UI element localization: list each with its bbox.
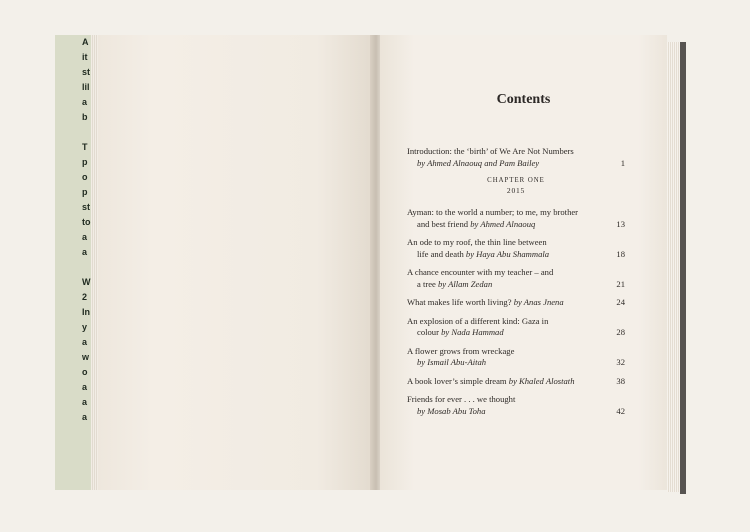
toc-entry-subline [407, 279, 613, 291]
toc-entry-page: 21 [616, 278, 625, 289]
toc-entry [407, 237, 625, 260]
chapter-label: CHAPTER ONE [487, 177, 545, 184]
toc-entry-title: Introduction: the ‘birth’ of We Are Not Numbers [407, 146, 574, 156]
toc-entry-page: 1 [620, 157, 625, 168]
toc-entry-title: What makes life worth living? by Anas Jnena [407, 297, 564, 307]
toc-entry-page: 38 [616, 375, 625, 386]
toc-entry-author: by Haya Abu Shammala [465, 248, 550, 259]
toc-entry-title: A flower grows from wreckage [407, 345, 515, 356]
right-page-edge [667, 42, 681, 492]
toc-entry-subline [407, 249, 613, 261]
toc-entry-introduction [407, 146, 625, 169]
toc-entry-title: An ode to my roof, the thin line between [407, 237, 547, 247]
toc-entry-subline [407, 357, 613, 369]
toc-entry-page: 32 [616, 357, 625, 367]
toc-entry-author: by Nada Hammad [441, 327, 504, 337]
toc-entry-list [407, 207, 625, 417]
toc-entry-page: 13 [616, 218, 625, 229]
toc-entry-page: 28 [616, 327, 625, 337]
toc-entry [407, 207, 625, 230]
toc-entry-subline [407, 406, 613, 418]
toc-entry-title: An explosion of a different kind: Gaza in [407, 315, 549, 326]
contents-title: Contents [496, 92, 551, 107]
front-cover-edge [680, 42, 686, 494]
toc-entry [407, 394, 625, 417]
toc-entry-subline [407, 327, 613, 339]
toc-entry-title-continued: a tree [417, 278, 438, 289]
toc-entry [407, 297, 625, 309]
toc-entry-page: 18 [616, 248, 625, 259]
toc-entry-title: Friends for ever . . . we thought [407, 394, 516, 404]
toc-entry-author: by Allam Zedan [438, 278, 493, 289]
toc-entry-title: Ayman: to the world a number; to me, my brother [407, 207, 579, 217]
toc-entry-author: by Ahmed Alnaouq [470, 218, 536, 229]
toc-entry-subline [407, 219, 613, 231]
toc-entry-title-continued: and best friend [417, 218, 471, 229]
toc-entry-title: A book lover’s simple dream by Khaled Alostath [407, 375, 575, 386]
toc-entry-page: 24 [616, 297, 625, 307]
toc-entry-author: by Ismail Abu-Aitah [417, 357, 487, 367]
toc-entry-author: by Ahmed Alnaouq and Pam Bailey [417, 157, 540, 168]
toc-entry-title: A chance encounter with my teacher – and [407, 267, 554, 277]
toc-entry [407, 376, 625, 388]
toc-entry-author: by Anas Jnena [513, 297, 564, 307]
toc-entry [407, 267, 625, 290]
toc-entry-title-continued: colour [417, 327, 442, 337]
chapter-year: 2015 [506, 186, 526, 195]
toc-entry-page: 42 [616, 405, 625, 416]
showthrough-text [168, 65, 328, 125]
toc-entry-author: by Mosab Abu Toha [417, 405, 486, 416]
table-of-contents [407, 146, 625, 424]
toc-entry [407, 316, 625, 339]
left-page-showthrough [98, 35, 372, 490]
back-cover-text: A it st lil a b T p o p st to a a W 2 In y a w o a a a [82, 37, 91, 422]
toc-entry-title-continued: life and death [417, 248, 466, 259]
toc-entry [407, 346, 625, 369]
toc-entry-author: by Khaled Alostath [508, 375, 575, 386]
